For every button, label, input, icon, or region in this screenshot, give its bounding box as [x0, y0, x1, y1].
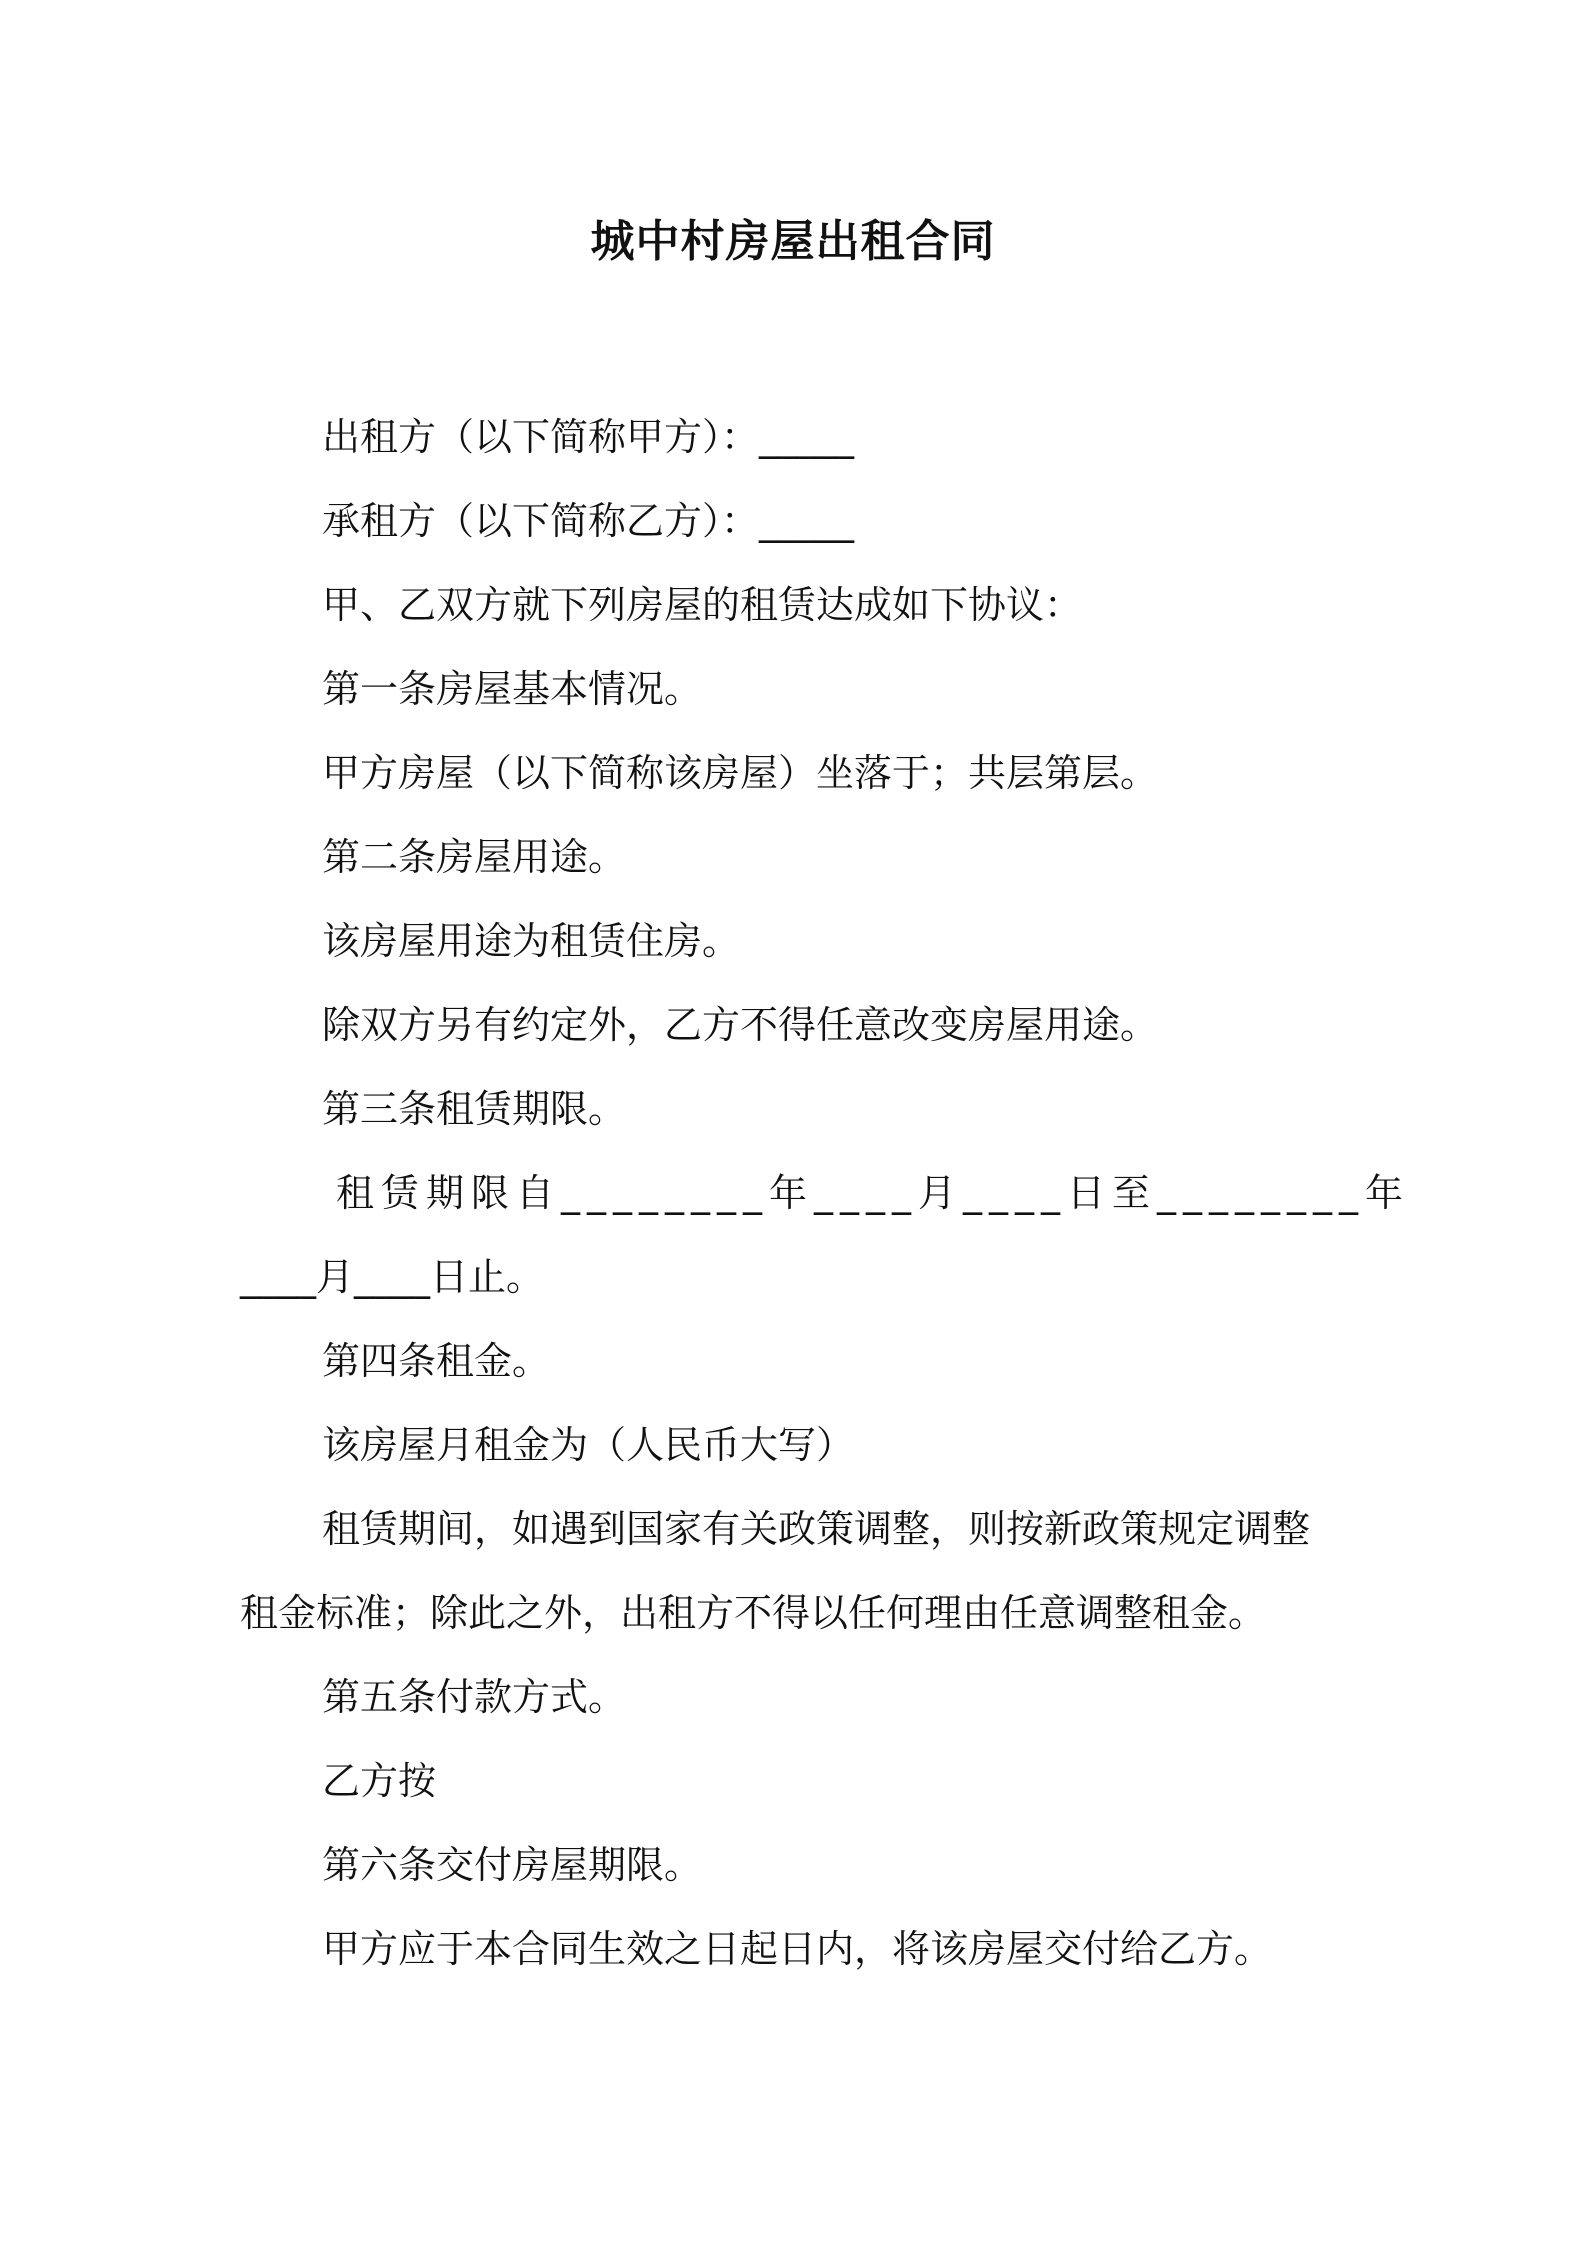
lessor-line: 出租方（以下简称甲方）：_____ [322, 415, 855, 459]
clause-5-heading: 第五条付款方式。 [322, 1675, 627, 1719]
clause-4-heading: 第四条租金。 [322, 1339, 551, 1383]
clause-2-text-2: 除双方另有约定外，乙方不得任意改变房屋用途。 [322, 1003, 1159, 1047]
agreement-intro: 甲、乙双方就下列房屋的租赁达成如下协议： [322, 583, 1083, 627]
document-title: 城中村房屋出租合同 [590, 216, 996, 267]
clause-3-text-line-2: ____月____日止。 [240, 1255, 545, 1299]
lessee-line: 承租方（以下简称乙方）：_____ [322, 499, 855, 543]
clause-1-text: 甲方房屋（以下简称该房屋）坐落于；共层第层。 [322, 751, 1159, 795]
clause-1-heading: 第一条房屋基本情况。 [322, 667, 703, 711]
clause-4-text-2-line-2: 租金标准；除此之外，出租方不得以任何理由任意调整租金。 [240, 1591, 1267, 1635]
clause-5-text: 乙方按 [322, 1759, 437, 1803]
clause-4-text-2-line-1: 租赁期间，如遇到国家有关政策调整，则按新政策规定调整 [322, 1507, 1311, 1551]
clause-4-text-1: 该房屋月租金为（人民币大写） [322, 1423, 855, 1467]
clause-6-heading: 第六条交付房屋期限。 [322, 1843, 703, 1887]
clause-2-heading: 第二条房屋用途。 [322, 835, 627, 879]
clause-3-heading: 第三条租赁期限。 [322, 1087, 627, 1131]
clause-2-text-1: 该房屋用途为租赁住房。 [322, 919, 741, 963]
clause-3-text-line-1: 租赁期限自________年____月____日至________年 [336, 1171, 1411, 1215]
clause-6-text: 甲方应于本合同生效之日起日内，将该房屋交付给乙方。 [322, 1927, 1273, 1971]
